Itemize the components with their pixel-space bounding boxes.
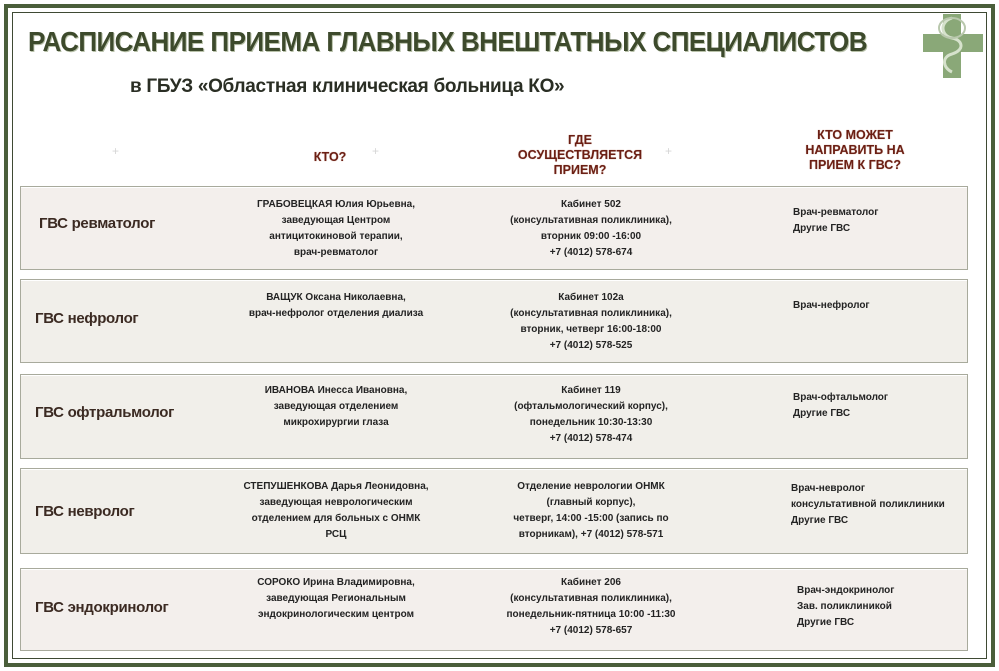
specialist-info: [221, 479, 451, 543]
reception-info: [476, 290, 706, 354]
specialist-line: ИВАНОВА Инесса Ивановна,: [264, 385, 408, 396]
reception-line: Кабинет 119: [561, 385, 621, 396]
page-subtitle: в ГБУЗ «Областная клиническая больница КО»: [130, 76, 565, 97]
table-row: [20, 468, 968, 554]
referral-info: [793, 390, 888, 422]
page-title: РАСПИСАНИЕ ПРИЕМА ГЛАВНЫХ ВНЕШТАТНЫХ СПЕЦИАЛИСТОВ: [28, 26, 867, 57]
table-row: [20, 279, 968, 363]
heading-line: ПРИЕМ К ГВС?: [809, 158, 901, 172]
specialist-line: эндокринологическим центром: [257, 609, 415, 620]
specialist-line: врач-ревматолог: [293, 247, 379, 258]
referral-line: Врач-офтальмолог: [793, 392, 889, 403]
referral-info: [797, 583, 894, 631]
specialty-label: ГВС ревматолог: [39, 215, 156, 232]
referral-line: Другие ГВС: [797, 617, 855, 628]
specialist-line: СОРОКО Ирина Владимировна,: [257, 577, 415, 588]
heading-line: ОСУЩЕСТВЛЯЕТСЯ: [517, 148, 643, 162]
heading-line: НАПРАВИТЬ НА: [805, 143, 905, 157]
referral-line: Врач-нефролог: [793, 300, 870, 311]
table-row: [20, 568, 968, 651]
specialist-line: антицитокиновой терапии,: [269, 231, 403, 242]
reception-line: (главный корпус),: [546, 497, 636, 508]
referral-info: [793, 205, 878, 237]
specialist-info: [221, 383, 451, 431]
heading-line: ГДЕ: [567, 133, 593, 147]
reception-line: +7 (4012) 578-474: [549, 433, 633, 444]
specialty-label: ГВС офтральмолог: [35, 404, 175, 421]
specialist-line: заведующая Центром: [281, 215, 391, 226]
reception-line: +7 (4012) 578-657: [549, 625, 633, 636]
reception-info: [476, 479, 706, 543]
column-heading-who: [290, 150, 370, 165]
heading-line: ПРИЕМ?: [553, 163, 607, 177]
specialist-line: заведующая неврологическим: [259, 497, 413, 508]
heading-line: КТО МОЖЕТ: [817, 128, 893, 142]
specialist-info: [221, 575, 451, 623]
reception-line: вторник, четверг 16:00-18:00: [520, 324, 662, 335]
referral-line: Зав. поликлиникой: [797, 601, 892, 612]
decorative-plus-mark: +: [112, 144, 120, 158]
referral-info: [791, 481, 945, 529]
specialist-line: ГРАБОВЕЦКАЯ Юлия Юрьевна,: [257, 199, 415, 210]
reception-line: понедельник 10:30-13:30: [529, 417, 653, 428]
column-heading-where: [490, 133, 673, 178]
table-row: [20, 186, 968, 270]
specialist-line: отделением для больных с ОНМК: [251, 513, 421, 524]
reception-info: [476, 575, 706, 639]
specialist-line: РСЦ: [325, 529, 347, 540]
reception-line: Кабинет 206: [561, 577, 621, 588]
referral-line: консультативной поликлиники: [791, 499, 945, 510]
reception-line: Кабинет 102а: [558, 292, 624, 303]
reception-line: Отделение неврологии ОНМК: [517, 481, 665, 492]
reception-line: (офтальмологический корпус),: [514, 401, 668, 412]
table-row: [20, 374, 968, 459]
referral-info: [793, 298, 870, 314]
reception-line: вторникам), +7 (4012) 578-571: [518, 529, 664, 540]
referral-line: Врач-ревматолог: [793, 207, 879, 218]
specialist-line: СТЕПУШЕНКОВА Дарья Леонидовна,: [243, 481, 429, 492]
specialist-info: [221, 290, 451, 322]
specialty-label: ГВС нефролог: [35, 310, 139, 327]
reception-info: [476, 197, 706, 261]
column-heading-refer: [765, 128, 945, 173]
decorative-plus-mark: +: [665, 144, 673, 158]
specialist-line: ВАЩУК Оксана Николаевна,: [266, 292, 406, 303]
reception-line: понедельник-пятница 10:00 -11:30: [506, 609, 676, 620]
specialist-line: заведующая отделением: [273, 401, 399, 412]
referral-line: Врач-эндокринолог: [797, 585, 895, 596]
specialist-line: заведующая Региональным: [266, 593, 406, 604]
reception-line: Кабинет 502: [561, 199, 621, 210]
reception-line: (консультативная поликлиника),: [510, 308, 672, 319]
referral-line: Другие ГВС: [793, 408, 851, 419]
reception-line: +7 (4012) 578-674: [549, 247, 633, 258]
referral-line: Врач-невролог: [791, 483, 865, 494]
decorative-plus-mark: +: [372, 144, 380, 158]
heading-line: КТО?: [313, 150, 347, 164]
reception-line: (консультативная поликлиника),: [510, 215, 672, 226]
specialist-line: микрохирургии глаза: [283, 417, 389, 428]
specialist-info: [221, 197, 451, 261]
reception-line: (консультативная поликлиника),: [510, 593, 672, 604]
reception-line: четверг, 14:00 -15:00 (запись по: [513, 513, 669, 524]
referral-line: Другие ГВС: [793, 223, 851, 234]
specialist-line: врач-нефролог отделения диализа: [248, 308, 424, 319]
reception-line: вторник 09:00 -16:00: [540, 231, 642, 242]
reception-line: +7 (4012) 578-525: [549, 340, 633, 351]
referral-line: Другие ГВС: [791, 515, 849, 526]
reception-info: [476, 383, 706, 447]
specialty-label: ГВС эндокринолог: [35, 599, 169, 616]
specialty-label: ГВС невролог: [35, 503, 135, 520]
medical-cross-serpent-icon: [921, 12, 985, 80]
